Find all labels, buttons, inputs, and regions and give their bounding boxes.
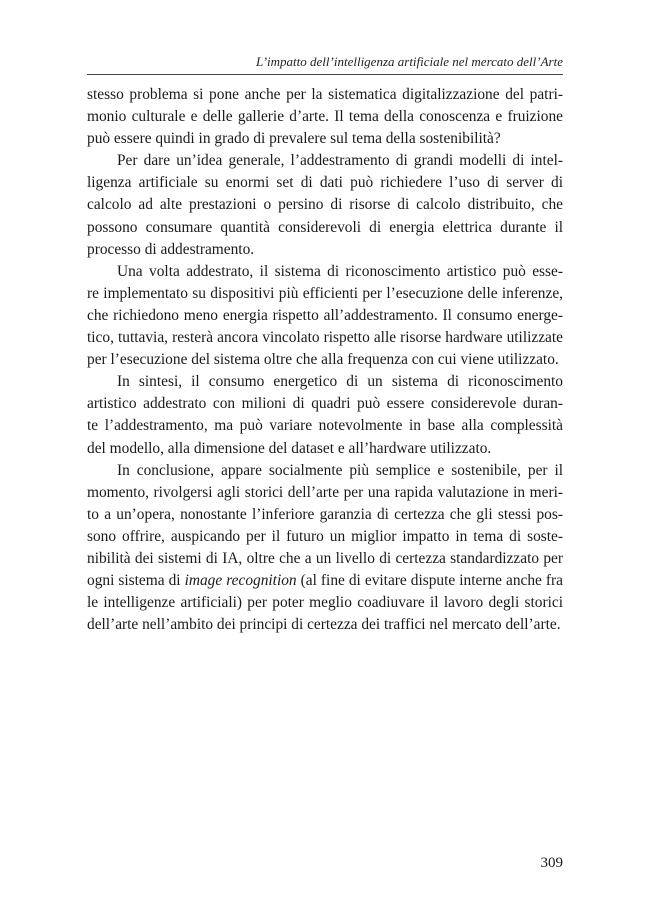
page-number: 309 — [540, 855, 563, 871]
text-line: artistico addestrato con milioni di quadri può essere considerevole duran- — [87, 395, 563, 413]
body-text — [87, 84, 563, 636]
text-run: ogni sistema di — [87, 572, 185, 590]
text-line: può essere quindi in grado di prevalere sul tema della sostenibilità? — [87, 130, 501, 148]
text-line: ligenza artificiale su enormi set di dati può richiedere l’uso di server di — [87, 174, 563, 192]
text-line: del modello, alla dimensione del dataset e all’hardware utilizzato. — [87, 439, 492, 457]
text-line: processo di addestramento. — [87, 240, 255, 258]
paragraph-4 — [87, 371, 563, 459]
text-line: momento, rivolgersi agli storici dell’arte per una rapida valutazione in meri- — [87, 483, 563, 501]
text-line: re implementato su dispositivi più efficienti per l’esecuzione delle inferenze, — [87, 284, 563, 302]
paragraph-2 — [87, 150, 563, 260]
text-line: stesso problema si pone anche per la sistematica digitalizzazione del patri- — [87, 86, 563, 103]
paragraph-1 — [87, 84, 563, 150]
text-line: In sintesi, il consumo energetico di un sistema di riconoscimento — [117, 373, 563, 391]
text-line-with-italic — [87, 570, 563, 592]
text-line: che richiedono meno energia rispetto all’addestramento. Il consumo energe- — [87, 306, 563, 324]
text-line: monio culturale e delle gallerie d’arte. Il tema della conoscenza e fruizione — [87, 108, 563, 126]
text-line: Una volta addestrato, il sistema di riconoscimento artistico può esse- — [117, 262, 563, 280]
text-line: nibilità dei sistemi di IA, oltre che a un livello di certezza standardizzato per — [87, 549, 563, 567]
italic-term: image recognition — [184, 572, 297, 590]
running-header: L’impatto dell’intelligenza artificiale nel mercato dell’Arte — [255, 54, 563, 69]
header-rule — [87, 74, 563, 75]
text-line: per l’esecuzione del sistema oltre che alla frequenza con cui viene utilizzato. — [87, 351, 559, 369]
text-run: (al fine di evitare dispute interne anche fra — [296, 572, 563, 590]
text-line: to a un’opera, nonostante l’inferiore garanzia di certezza che gli stessi pos- — [87, 505, 563, 523]
text-line: dell’arte nell’ambito dei principi di certezza dei traffici nel mercato dell’arte. — [87, 616, 561, 634]
text-line: te l’addestramento, ma può variare notevolmente in base alla complessità — [87, 417, 563, 435]
text-line: Per dare un’idea generale, l’addestramento di grandi modelli di intel- — [117, 152, 563, 170]
text-line: In conclusione, appare socialmente più semplice e sostenibile, per il — [117, 461, 563, 479]
text-line: tico, tuttavia, resterà ancora vincolato rispetto alle risorse hardware utilizzate — [87, 329, 563, 347]
text-line: possono consumare quantità considerevoli di energia elettrica durante il — [87, 218, 563, 236]
text-line: sono offrire, auspicando per il futuro un miglior impatto in tema di soste- — [87, 527, 563, 545]
paragraph-3 — [87, 261, 563, 371]
paragraph-5 — [87, 460, 563, 637]
text-line: calcolo ad alte prestazioni o persino di risorse di calcolo distribuito, che — [87, 196, 563, 214]
text-line: le intelligenze artificiali) per poter meglio coadiuvare il lavoro degli storici — [87, 594, 563, 612]
